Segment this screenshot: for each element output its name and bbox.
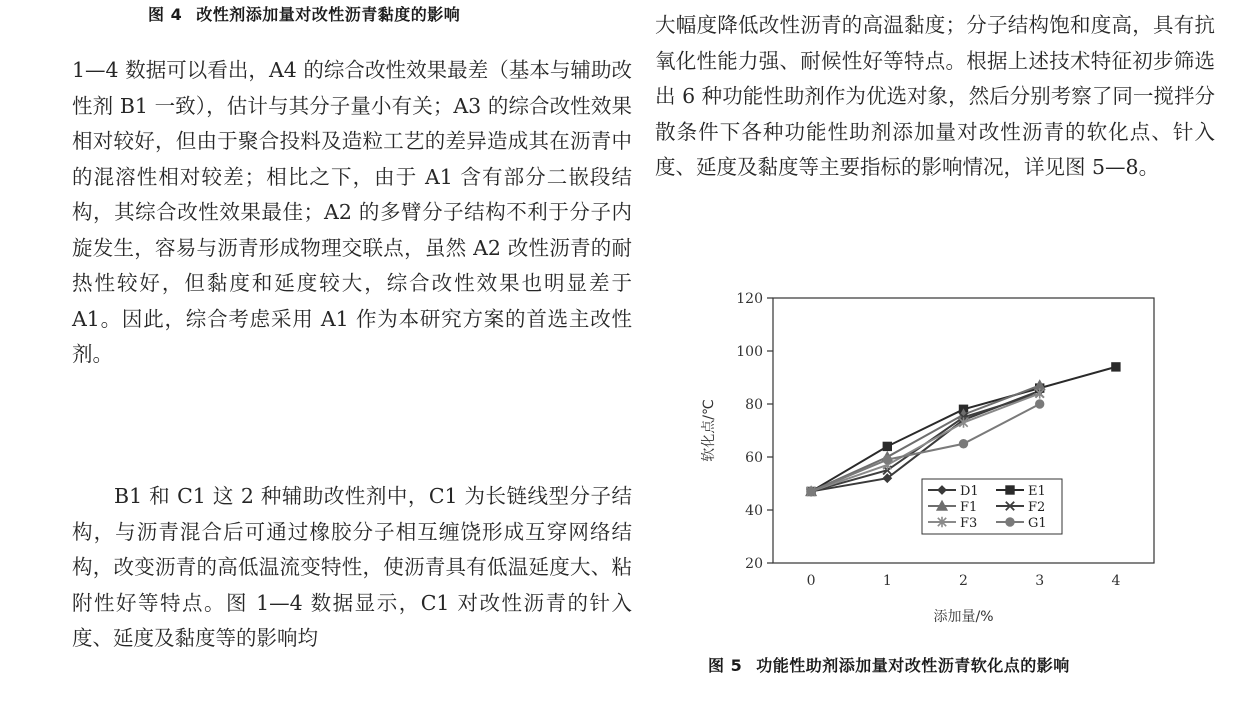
- legend-marker-E1: [1006, 486, 1014, 494]
- point-E1-1: [883, 442, 891, 450]
- x-tick-label-1: 1: [882, 573, 892, 589]
- x-axis-title: 添加量/%: [933, 609, 994, 625]
- left-paragraph-1: 1—4 数据可以看出，A4 的综合改性效果最差（基本与辅助改性剂 B1 一致），估计与其分子量小有关；A3 的综合改性效果相对较好，但由于聚合投料及造粒工艺的差异造成其在沥青中的混溶性相对较差；相比之下，由于 A1 含有部分二嵌段结构，其综合改性效果最佳；A2 的多臂分子结构不利于分子内旋发生，容易与沥青形成物理交联点，虽然 A2 改性沥青的耐热性较好，但黏度和延度较大，综合改性效果也明显差于 A1。因此，综合考虑采用 A1 作为本研究方案的首选主改性剂。: [72, 58, 632, 366]
- legend-marker-G1: [1006, 518, 1014, 526]
- figure-4-number: 图 4: [148, 5, 183, 24]
- y-tick-label-40: 40: [745, 503, 763, 519]
- y-tick-label-80: 80: [745, 397, 763, 413]
- left-paragraph-2: B1 和 C1 这 2 种辅助改性剂中，C1 为长链线型分子结构，与沥青混合后可通过橡胶分子相互缠饶形成互穿网络结构，改变沥青的高低温流变特性，使沥青具有低温延度大、粘附性好等特点。图 1—4 数据显示，C1 对改性沥青的针入度、延度及黏度等的影响均: [72, 484, 632, 650]
- y-axis-title: 软化点/℃: [701, 399, 717, 462]
- y-tick-label-100: 100: [736, 344, 763, 360]
- figure-5-number: 图 5: [708, 656, 743, 675]
- legend-label-F1: F1: [960, 500, 978, 515]
- right-paragraph-1: 大幅度降低改性沥青的高温黏度；分子结构饱和度高，具有抗氧化性能力强、耐候性好等特点。根据上述技术特征初步筛选出 6 种功能性助剂作为优选对象，然后分别考察了同一搅拌分散条件下各种功能性助剂添加量对改性沥青的软化点、针入度、延度及黏度等主要指标的影响情况，详见图 5—8。: [655, 13, 1215, 179]
- legend-label-G1: G1: [1028, 516, 1047, 531]
- point-G1-2: [959, 440, 967, 448]
- legend-label-F2: F2: [1028, 500, 1046, 515]
- softening-point-chart: [690, 283, 1160, 638]
- point-G1-1: [883, 455, 891, 463]
- y-tick-label-60: 60: [745, 450, 763, 466]
- legend-label-F3: F3: [960, 516, 978, 531]
- figure-4-title: 改性剂添加量对改性沥青黏度的影响: [196, 5, 461, 24]
- x-tick-label-0: 0: [806, 573, 816, 589]
- series-line-G1: [811, 404, 1040, 491]
- figure-5-title: 功能性助剂添加量对改性沥青软化点的影响: [756, 656, 1070, 675]
- point-G1-0: [807, 487, 815, 495]
- x-tick-label-3: 3: [1035, 573, 1045, 589]
- series-line-F1: [811, 385, 1040, 491]
- y-tick-label-20: 20: [745, 556, 763, 572]
- x-tick-label-4: 4: [1111, 573, 1121, 589]
- x-tick-label-2: 2: [959, 573, 968, 589]
- chart-svg: [690, 283, 1160, 638]
- figure-5-caption: [708, 653, 1070, 676]
- figure-4-caption: [148, 2, 460, 25]
- point-E1-4: [1112, 363, 1120, 371]
- y-tick-label-120: 120: [736, 291, 763, 307]
- point-G1-3: [1036, 400, 1044, 408]
- legend-label-D1: D1: [960, 484, 979, 499]
- legend-label-E1: E1: [1028, 484, 1046, 499]
